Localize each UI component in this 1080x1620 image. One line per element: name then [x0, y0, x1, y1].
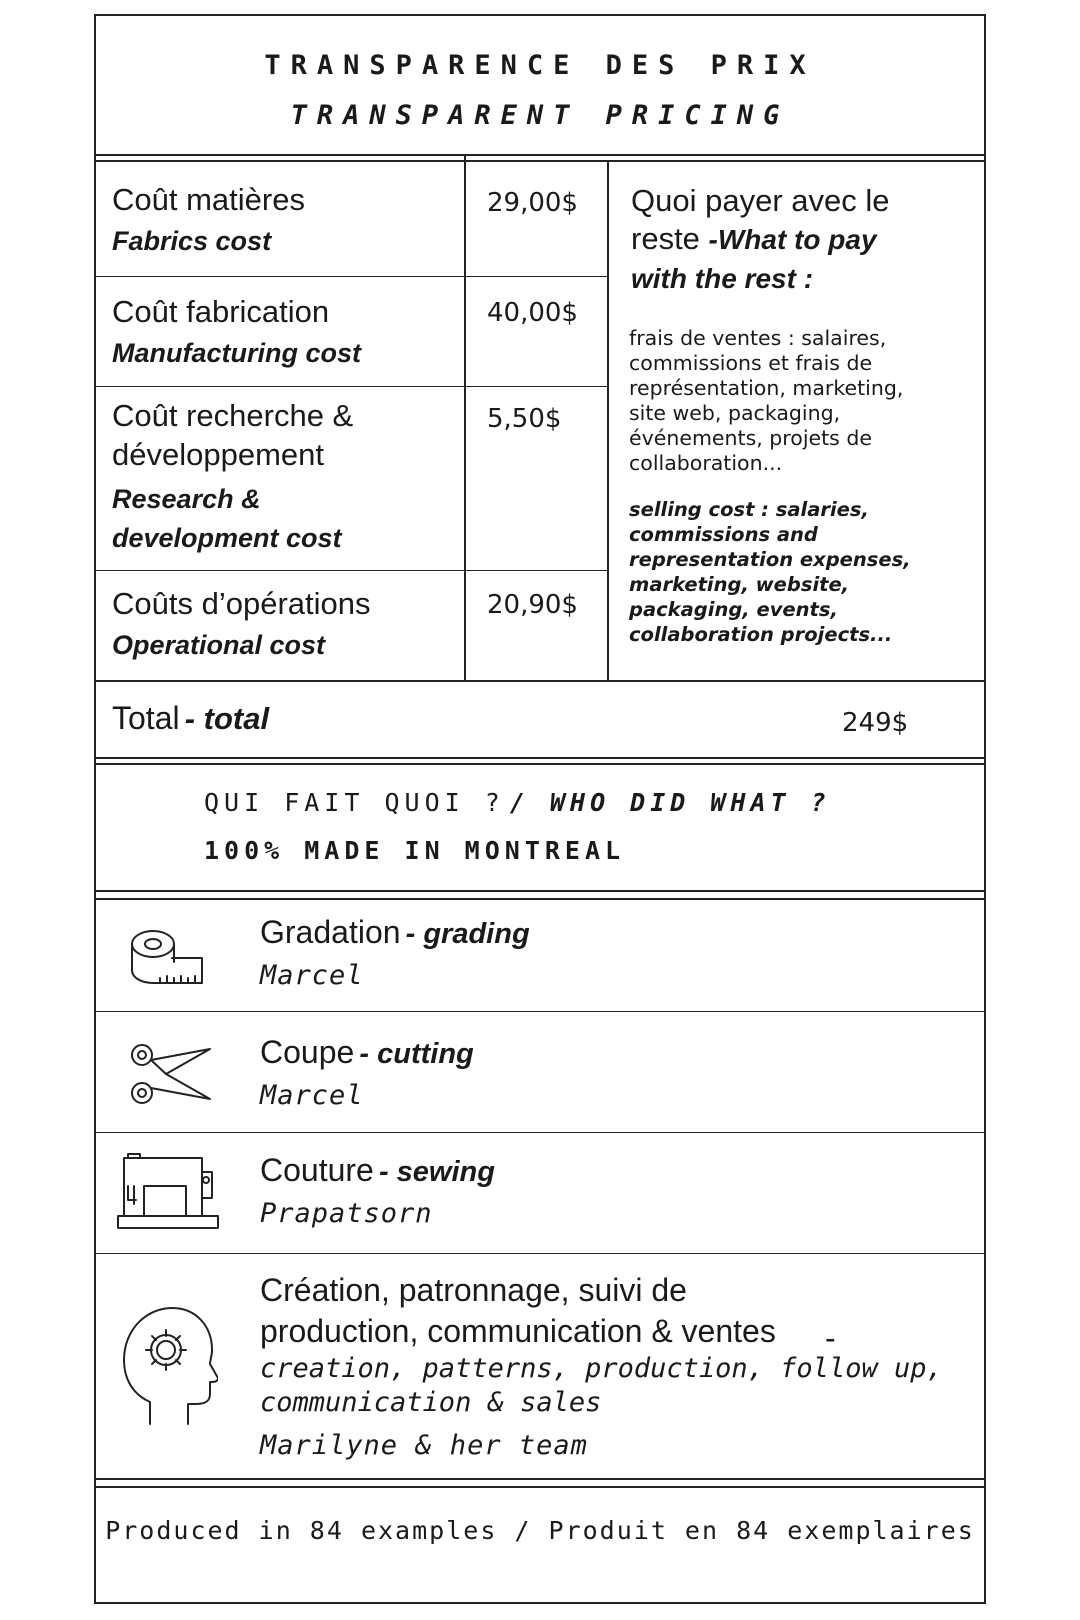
cost-amount: 5,50$: [487, 404, 562, 434]
rest-title-fr: reste: [631, 221, 700, 256]
task-title-en-text: grading: [423, 918, 530, 950]
title-french: TRANSPARENCE DES PRIX: [264, 50, 816, 81]
rest-line: selling cost : salaries,: [629, 498, 869, 521]
task-title-en: - sewing: [378, 1156, 495, 1188]
cost-label-fr: Coût matières: [112, 182, 305, 217]
rest-line: site web, packaging,: [629, 401, 841, 425]
task-title-line: Création, patronnage, suivi de: [260, 1272, 687, 1308]
rest-title-en: with the rest :: [631, 263, 814, 294]
rest-line: représentation, marketing,: [629, 376, 904, 400]
task-person: Marilyne & her team: [260, 1430, 588, 1461]
who-title-en: / WHO DID WHAT ?: [509, 788, 831, 817]
divider: [96, 1478, 984, 1480]
divider: [96, 1132, 984, 1133]
sewing-machine-icon: [114, 1152, 222, 1232]
total-amount: 249$: [842, 708, 909, 738]
task-title-en: - grading: [405, 918, 530, 950]
rest-line: frais de ventes : salaires,: [629, 326, 887, 350]
task-title-fr: Gradation: [260, 914, 401, 950]
rest-title-en: -What to pay: [708, 224, 877, 255]
task-title-fr: Couture: [260, 1152, 374, 1188]
head-gear-icon: [122, 1306, 218, 1428]
cost-label-en: Fabrics cost: [112, 226, 272, 256]
cost-amount: 29,00$: [487, 188, 578, 218]
column-divider: [607, 162, 609, 680]
task-title-en-text: cutting: [377, 1038, 474, 1070]
made-in-montreal: 100% MADE IN MONTREAL: [204, 836, 626, 865]
rest-line: collaboration projects...: [629, 623, 893, 646]
task-title-line: production, communication & ventes: [260, 1313, 776, 1349]
divider: [96, 763, 984, 765]
who-title: [204, 788, 831, 817]
task-title-fr: [260, 1270, 776, 1352]
cost-label-en: Manufacturing cost: [112, 338, 362, 368]
rest-line: collaboration...: [629, 451, 783, 475]
divider: [96, 890, 984, 892]
row-divider: [96, 276, 609, 277]
task-title-line: communication & sales: [260, 1387, 602, 1418]
divider: [96, 160, 984, 162]
rest-title: [631, 182, 971, 298]
task-person: Marcel: [260, 1080, 364, 1111]
scissors-icon: [126, 1041, 212, 1107]
cost-label-en: Operational cost: [112, 630, 326, 660]
total-label-fr: Total: [112, 700, 180, 736]
divider: [96, 757, 984, 759]
cost-label-fr: développement: [112, 437, 324, 472]
pricing-card: [94, 14, 986, 1604]
rest-description-fr: [629, 326, 969, 476]
divider: [96, 154, 984, 156]
cost-label-en: Research &: [112, 484, 261, 514]
task-title-en-text: sewing: [396, 1156, 495, 1188]
total-label: [112, 700, 269, 737]
footer-production-note: Produced in 84 examples / Produit en 84 exemplaires: [105, 1516, 975, 1545]
total-label-en: - total: [184, 701, 270, 736]
divider: [96, 1253, 984, 1254]
task-title-en: [260, 1352, 943, 1420]
row-divider: [96, 386, 609, 387]
divider: [96, 680, 984, 682]
task-title-line: creation, patterns, production, follow up,: [260, 1353, 943, 1384]
task-title-fr: Coupe: [260, 1034, 355, 1070]
task-title: [260, 1034, 474, 1071]
rest-line: commissions et frais de: [629, 351, 873, 375]
who-title-fr: QUI FAIT QUOI ?: [204, 788, 505, 817]
cost-label-en: development cost: [112, 523, 342, 553]
cost-amount: 40,00$: [487, 298, 578, 328]
cost-label-fr: Coût recherche &: [112, 398, 354, 433]
task-title: [260, 1152, 495, 1189]
cost-amount: 20,90$: [487, 590, 578, 620]
task-person: Prapatsorn: [260, 1198, 433, 1229]
title-english: TRANSPARENT PRICING: [290, 100, 790, 131]
rest-description-en: [629, 497, 974, 647]
row-divider: [96, 570, 609, 571]
rest-line: marketing, website,: [629, 573, 850, 596]
divider: [96, 1011, 984, 1012]
rest-title-fr: Quoi payer avec le: [631, 183, 890, 218]
column-divider: [464, 156, 466, 680]
task-title: [260, 914, 530, 951]
task-title-en: - cutting: [359, 1038, 474, 1070]
task-person: Marcel: [260, 960, 364, 991]
cost-label-fr: Coûts d’opérations: [112, 586, 371, 621]
rest-line: packaging, events,: [629, 598, 838, 621]
divider: [96, 1486, 984, 1488]
rest-line: commissions and: [629, 523, 818, 546]
task-title-dash: -: [825, 1320, 836, 1356]
rest-line: representation expenses,: [629, 548, 911, 571]
divider: [96, 898, 984, 900]
measuring-tape-icon: [130, 926, 206, 986]
cost-label-fr: Coût fabrication: [112, 294, 330, 329]
rest-line: événements, projets de: [629, 426, 872, 450]
